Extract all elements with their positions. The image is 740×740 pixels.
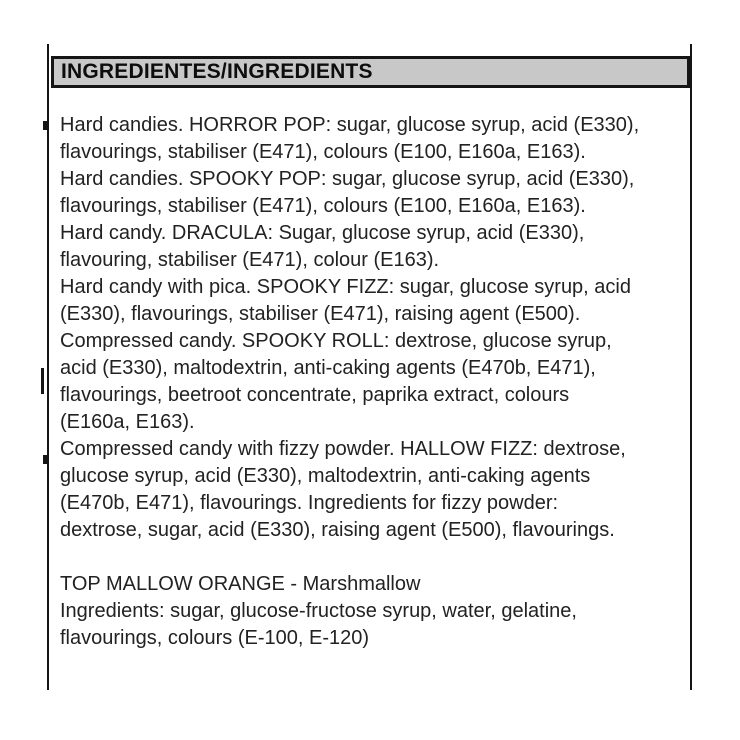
text-line: Compressed candy. SPOOKY ROLL: dextrose, glucose syrup, xyxy=(60,330,612,352)
text-line: flavourings, stabiliser (E471), colours (E100, E160a, E163). xyxy=(60,141,586,163)
text-line: flavourings, stabiliser (E471), colours (E100, E160a, E163). xyxy=(60,195,586,217)
text-line xyxy=(60,544,688,571)
text-line: flavouring, stabiliser (E471), colour (E163). xyxy=(60,249,440,271)
text-line: glucose syrup, acid (E330), maltodextrin, anti-caking agents xyxy=(60,465,591,487)
text-line: Ingredients: sugar, glucose-fructose syrup, water, gelatine, xyxy=(60,600,577,622)
text-line: TOP MALLOW ORANGE - Marshmallow xyxy=(60,573,421,595)
text-line: Hard candy with pica. SPOOKY FIZZ: sugar, glucose syrup, acid xyxy=(60,276,631,298)
scan-mark xyxy=(41,368,44,394)
text-line: Hard candy. DRACULA: Sugar, glucose syrup, acid (E330), xyxy=(60,222,585,244)
label-left-border-line xyxy=(47,44,49,690)
ingredients-section-header xyxy=(51,56,690,88)
text-line: Hard candies. HORROR POP: sugar, glucose syrup, acid (E330), xyxy=(60,114,640,136)
text-line: (E160a, E163). xyxy=(60,411,195,433)
ingredients-section-title: INGREDIENTES/INGREDIENTS xyxy=(61,60,373,83)
text-line: acid (E330), maltodextrin, anti-caking agents (E470b, E471), xyxy=(60,357,596,379)
text-line: Hard candies. SPOOKY POP: sugar, glucose syrup, acid (E330), xyxy=(60,168,635,190)
label-right-border-line xyxy=(690,44,692,690)
text-line: flavourings, beetroot concentrate, paprika extract, colours xyxy=(60,384,570,406)
text-line: (E470b, E471), flavourings. Ingredients for fizzy powder: xyxy=(60,492,559,514)
ingredients-body xyxy=(60,112,688,652)
scan-mark xyxy=(43,121,47,130)
text-line: Compressed candy with fizzy powder. HALLOW FIZZ: dextrose, xyxy=(60,438,626,460)
text-line: (E330), flavourings, stabiliser (E471), raising agent (E500). xyxy=(60,303,581,325)
text-line: flavourings, colours (E-100, E-120) xyxy=(60,627,370,649)
scan-mark xyxy=(43,455,47,464)
text-line: dextrose, sugar, acid (E330), raising agent (E500), flavourings. xyxy=(60,519,615,541)
